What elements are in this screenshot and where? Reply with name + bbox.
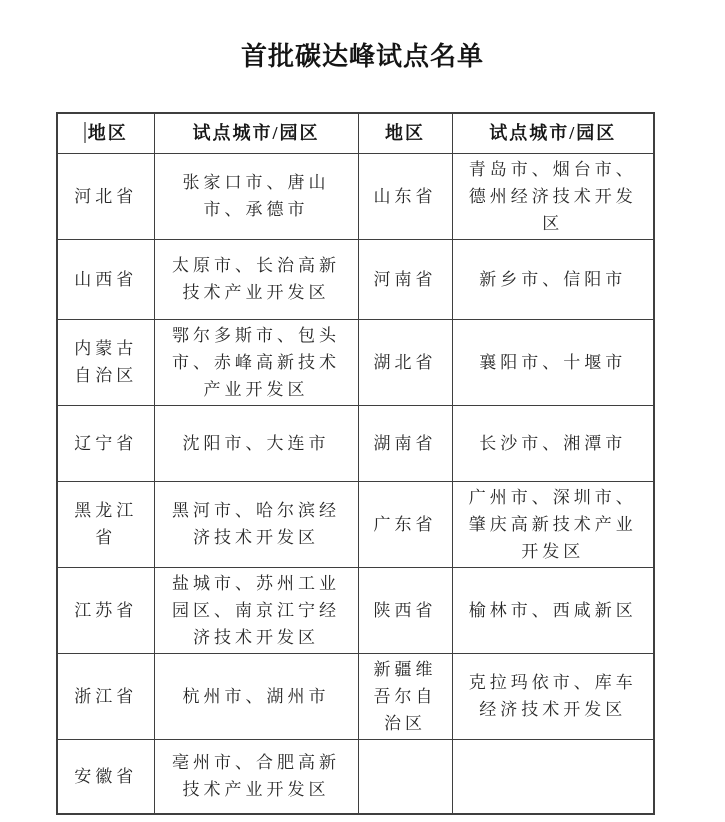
cities-cell[interactable]: 杭州市、湖州市 — [154, 653, 358, 739]
table-row — [57, 739, 654, 814]
cities-cell[interactable]: 亳州市、合肥高新技术产业开发区 — [154, 739, 358, 814]
pilot-list-table — [56, 112, 655, 815]
table-row — [57, 239, 654, 319]
region-cell[interactable]: 江苏省 — [57, 567, 154, 653]
region-cell[interactable]: 湖北省 — [358, 319, 452, 405]
region-cell[interactable]: 湖南省 — [358, 405, 452, 481]
cities-cell[interactable]: 黑河市、哈尔滨经济技术开发区 — [154, 481, 358, 567]
table-row — [57, 567, 654, 653]
table-row — [57, 653, 654, 739]
region-cell[interactable]: 山东省 — [358, 153, 452, 239]
region-cell[interactable]: 黑龙江省 — [57, 481, 154, 567]
region-cell[interactable]: 新疆维吾尔自治区 — [358, 653, 452, 739]
header-region-right[interactable]: 地区 — [358, 113, 452, 153]
table-row — [57, 319, 654, 405]
cities-cell[interactable]: 青岛市、烟台市、德州经济技术开发区 — [452, 153, 654, 239]
cities-cell[interactable]: 长沙市、湘潭市 — [452, 405, 654, 481]
cities-cell[interactable]: 克拉玛依市、库车经济技术开发区 — [452, 653, 654, 739]
region-cell[interactable]: 浙江省 — [57, 653, 154, 739]
table-row — [57, 481, 654, 567]
region-cell[interactable]: 陕西省 — [358, 567, 452, 653]
cities-cell[interactable]: 盐城市、苏州工业园区、南京江宁经济技术开发区 — [154, 567, 358, 653]
cities-cell[interactable]: 沈阳市、大连市 — [154, 405, 358, 481]
region-cell[interactable]: 山西省 — [57, 239, 154, 319]
header-region-left[interactable] — [57, 113, 154, 153]
region-cell[interactable]: 内蒙古自治区 — [57, 319, 154, 405]
region-cell[interactable]: 河南省 — [358, 239, 452, 319]
cities-cell[interactable]: 广州市、深圳市、肇庆高新技术产业开发区 — [452, 481, 654, 567]
page-title[interactable]: 首批碳达峰试点名单 — [240, 42, 484, 71]
region-cell[interactable]: 河北省 — [57, 153, 154, 239]
cities-cell[interactable]: 襄阳市、十堰市 — [452, 319, 654, 405]
header-cities-left[interactable]: 试点城市/园区 — [154, 113, 358, 153]
header-cities-right[interactable]: 试点城市/园区 — [452, 113, 654, 153]
region-cell[interactable]: 广东省 — [358, 481, 452, 567]
cities-cell[interactable]: 太原市、长治高新技术产业开发区 — [154, 239, 358, 319]
region-cell[interactable] — [358, 739, 452, 814]
cities-cell[interactable]: 张家口市、唐山市、承德市 — [154, 153, 358, 239]
cities-cell[interactable]: 新乡市、信阳市 — [452, 239, 654, 319]
region-cell[interactable]: 安徽省 — [57, 739, 154, 814]
header-region-left-label: 地区 — [87, 122, 128, 143]
cities-cell[interactable]: 榆林市、西咸新区 — [452, 567, 654, 653]
header-row — [57, 113, 654, 153]
text-cursor — [84, 122, 86, 143]
table-row — [57, 405, 654, 481]
cities-cell[interactable] — [452, 739, 654, 814]
region-cell[interactable]: 辽宁省 — [57, 405, 154, 481]
table-row — [57, 153, 654, 239]
cities-cell[interactable]: 鄂尔多斯市、包头市、赤峰高新技术产业开发区 — [154, 319, 358, 405]
